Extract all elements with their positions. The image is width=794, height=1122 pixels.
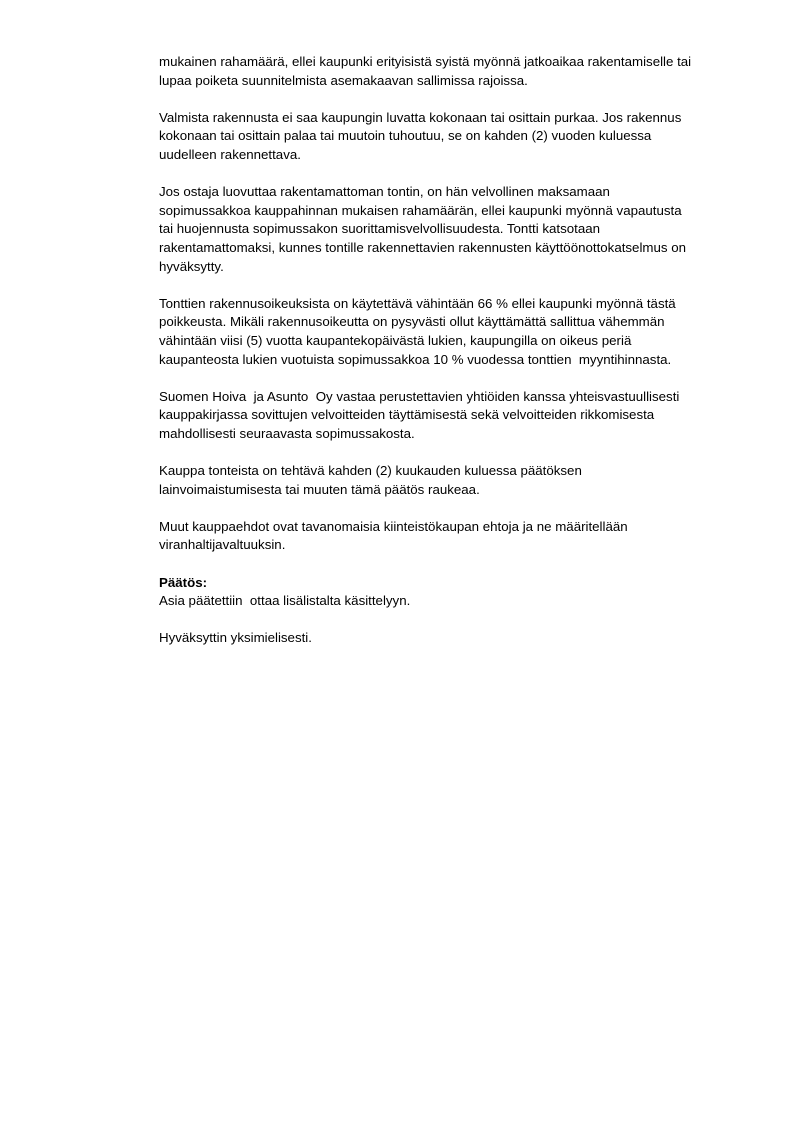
paragraph [159, 109, 739, 165]
text-line: Muut kauppaehdot ovat tavanomaisia kiinteistökaupan ehtoja ja ne määritellään [159, 518, 628, 534]
paragraph [159, 462, 739, 499]
paragraph [159, 518, 739, 555]
text-line: kaupanteosta lukien vuotuista sopimussakkoa 10 % vuodessa tonttien myyntihinnasta. [159, 351, 672, 367]
text-line: Valmista rakennusta ei saa kaupungin luvatta kokonaan tai osittain purkaa. Jos rakennus [159, 109, 682, 125]
text-line: Kauppa tonteista on tehtävä kahden (2) kuukauden kuluessa päätöksen [159, 463, 582, 479]
paragraph [159, 629, 739, 648]
text-line: kauppakirjassa sovittujen velvoitteiden täyttämisestä sekä velvoitteiden rikkomisesta [159, 407, 655, 423]
paragraph [159, 183, 739, 276]
paragraph [159, 388, 739, 444]
text-line: hyväksytty. [159, 258, 224, 274]
paragraph [159, 295, 739, 369]
text-line: sopimussakkoa kauppahinnan mukaisen rahamäärän, ellei kaupunki myönnä vapautusta [159, 202, 682, 218]
text-line: tai huojennusta sopimussakon suorittamisvelvollisuudesta. Tontti katsotaan [159, 221, 601, 237]
paragraph [159, 592, 739, 611]
text-line: Suomen Hoiva ja Asunto Oy vastaa perustettavien yhtiöiden kanssa yhteisvastuullisesti [159, 388, 680, 404]
decision-heading [159, 574, 739, 593]
text-line: poikkeusta. Mikäli rakennusoikeutta on pysyvästi ollut käyttämättä sallittua vähemmän [159, 314, 665, 330]
text-line: Hyväksyttin yksimielisesti. [159, 630, 312, 646]
text-line: viranhaltijavaltuuksin. [159, 537, 286, 553]
text-line: mahdollisesti seuraavasta sopimussakosta. [159, 425, 415, 441]
text-line: lupaa poiketa suunnitelmista asemakaavan sallimissa rajoissa. [159, 72, 528, 88]
text-line: mukainen rahamäärä, ellei kaupunki erityisistä syistä myönnä jatkoaikaa rakentamiselle tai [159, 54, 692, 69]
text-line: Asia päätettiin ottaa lisälistalta käsittelyyn. [159, 593, 411, 609]
text-line: Tonttien rakennusoikeuksista on käytettävä vähintään 66 % ellei kaupunki myönnä tästä [159, 295, 676, 311]
text-line: lainvoimaistumisesta tai muuten tämä päätös raukeaa. [159, 481, 480, 497]
text-line: vähintään viisi (5) vuotta kaupantekopäivästä lukien, kaupungilla on oikeus periä [159, 332, 632, 348]
text-line: Päätös: [159, 574, 208, 590]
document-text [159, 53, 739, 648]
text-line: Jos ostaja luovuttaa rakentamattoman tontin, on hän velvollinen maksamaan [159, 184, 610, 200]
text-line: kokonaan tai osittain palaa tai muutoin tuhoutuu, se on kahden (2) vuoden kuluessa [159, 128, 652, 144]
text-line: uudelleen rakennettava. [159, 146, 301, 162]
text-line: rakentamattomaksi, kunnes tontille rakennettavien rakennusten käyttöönottokatselmus on [159, 239, 687, 255]
paragraph [159, 53, 739, 90]
